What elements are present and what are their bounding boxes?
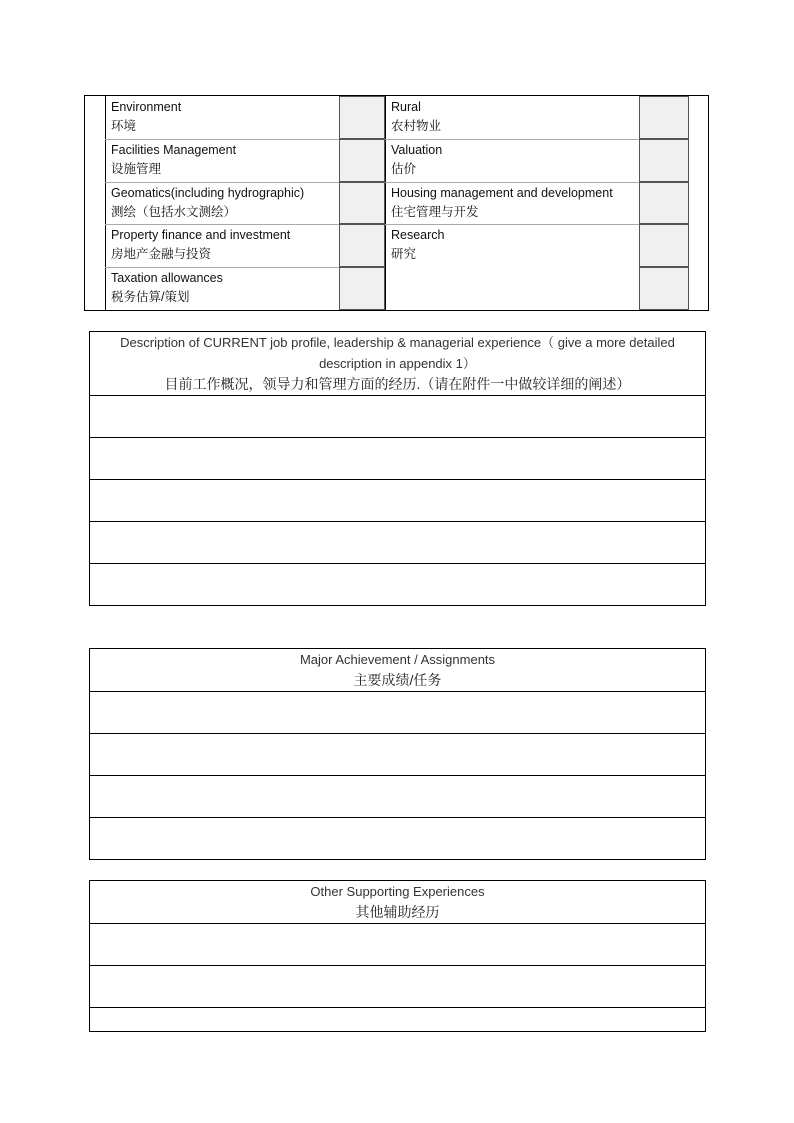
specialism-label-cn: 房地产金融与投资	[111, 247, 212, 261]
specialism-item	[111, 184, 304, 222]
section-header	[90, 649, 705, 692]
text-entry-row[interactable]	[90, 924, 705, 966]
specialism-checkbox[interactable]	[339, 139, 385, 182]
specialism-label-cn: 估价	[391, 162, 417, 176]
specialism-checkbox[interactable]	[339, 96, 385, 139]
specialism-label-en: Property finance and investment	[111, 228, 291, 242]
section-title-en: Major Achievement / Assignments	[299, 652, 496, 667]
other-experiences-section	[89, 880, 706, 1032]
text-entry-row[interactable]	[90, 564, 705, 605]
section-header	[90, 881, 705, 924]
section-title-en: Description of CURRENT job profile, leadership & managerial experience（ give a more detailed description in appendix 1）	[120, 335, 675, 371]
row-divider	[105, 139, 339, 140]
section-header	[90, 332, 705, 396]
text-entry-row[interactable]	[90, 522, 705, 564]
specialism-label-en: Geomatics(including hydrographic)	[111, 186, 305, 200]
text-entry-row[interactable]	[90, 692, 705, 734]
specialism-checkbox[interactable]	[639, 139, 689, 182]
specialism-label-en: Rural	[391, 100, 421, 114]
row-divider	[385, 182, 639, 183]
row-divider	[385, 224, 639, 225]
achievements-section	[89, 648, 706, 860]
text-entry-row[interactable]	[90, 1008, 705, 1031]
specialism-label-cn: 研究	[391, 247, 417, 261]
specialism-label-en: Housing management and development	[391, 186, 613, 200]
specialism-label-cn: 税务估算/策划	[111, 290, 190, 304]
section-title-en: Other Supporting Experiences	[310, 884, 485, 899]
row-divider	[105, 224, 339, 225]
specialism-item	[391, 184, 613, 222]
table-divider	[105, 96, 106, 310]
specialism-label-cn: 环境	[111, 119, 137, 133]
specialism-checkbox[interactable]	[339, 267, 385, 310]
row-divider	[385, 139, 639, 140]
specialism-label-en: Research	[391, 228, 445, 242]
specialism-checkbox[interactable]	[639, 96, 689, 139]
specialism-label-cn: 农村物业	[391, 119, 442, 133]
section-title-cn: 主要成绩/任务	[353, 672, 442, 688]
specialism-item	[391, 226, 445, 264]
specialism-checkbox[interactable]	[639, 182, 689, 224]
specialism-label-en: Taxation allowances	[111, 271, 223, 285]
specialism-item	[111, 226, 290, 264]
section-title-cn: 目前工作概况，领导力和管理方面的经历.（请在附件一中做较详细的阐述）	[164, 376, 631, 392]
text-entry-row[interactable]	[90, 818, 705, 859]
section-title-cn: 其他辅助经历	[355, 904, 440, 920]
current-job-section	[89, 331, 706, 606]
specialism-checkbox[interactable]	[639, 224, 689, 267]
row-divider	[105, 182, 339, 183]
specialism-checkbox[interactable]	[639, 267, 689, 310]
specialism-table	[84, 95, 709, 311]
text-entry-row[interactable]	[90, 396, 705, 438]
text-entry-row[interactable]	[90, 966, 705, 1008]
specialism-label-en: Environment	[111, 100, 182, 114]
text-entry-row[interactable]	[90, 438, 705, 480]
table-divider	[385, 96, 386, 310]
specialism-checkbox[interactable]	[339, 224, 385, 267]
specialism-label-cn: 设施管理	[111, 162, 162, 176]
specialism-checkbox[interactable]	[339, 182, 385, 224]
row-divider	[105, 267, 339, 268]
text-entry-row[interactable]	[90, 776, 705, 818]
specialism-label-cn: 测绘（包括水文测绘）	[111, 205, 237, 219]
text-entry-row[interactable]	[90, 480, 705, 522]
specialism-item	[391, 98, 441, 136]
specialism-label-en: Valuation	[391, 143, 443, 157]
specialism-item	[111, 98, 181, 136]
specialism-item	[391, 141, 442, 179]
specialism-label-cn: 住宅管理与开发	[391, 205, 479, 219]
specialism-item	[111, 141, 236, 179]
text-entry-row[interactable]	[90, 734, 705, 776]
specialism-label-en: Facilities Management	[111, 143, 237, 157]
specialism-item	[111, 269, 223, 307]
